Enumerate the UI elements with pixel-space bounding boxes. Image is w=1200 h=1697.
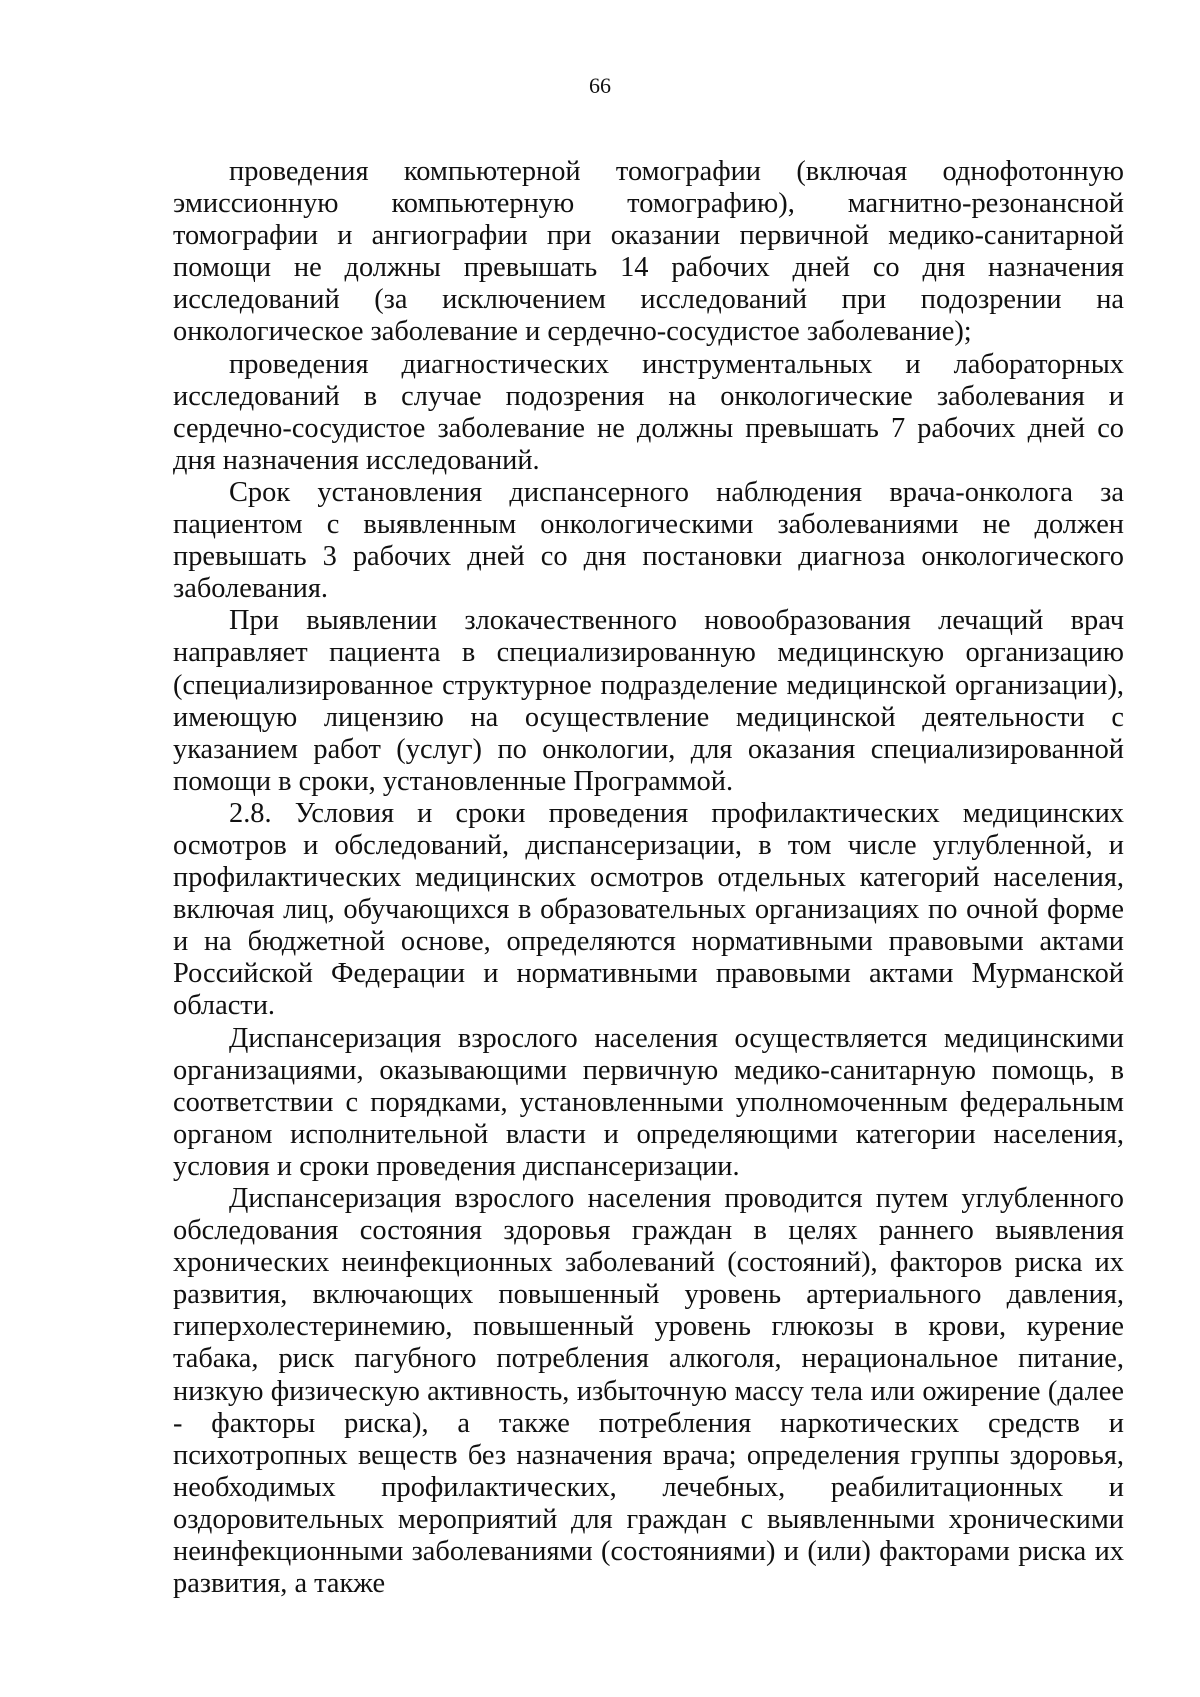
paragraph-section-2-8: 2.8. Условия и сроки проведения профилактических медицинских осмотров и обследований, диспансеризации, в том числе углубленной, и профилактических медицинских осмотров отдельных категорий населения, включая лиц, обучающихся в образовательных организациях по очной форме и на бюджетной основе, определяются нормативными правовыми актами Российской Федерации и нормативными правовыми актами Мурманской области. — [173, 797, 1124, 1022]
paragraph-oncologist-observation: Срок установления диспансерного наблюдения врача-онколога за пациентом с выявленным онкологическими заболеваниями не должен превышать 3 рабочих дней со дня постановки диагноза онкологического заболевания. — [173, 476, 1124, 605]
paragraph-malignancy-referral: При выявлении злокачественного новообразования лечащий врач направляет пациента в специализированную медицинскую организацию (специализированное структурное подразделение медицинской организации), имеющую лицензию на осуществление медицинской деятельности с указанием работ (услуг) по онкологии, для оказания специализированной помощи в сроки, установленные Программой. — [173, 605, 1124, 797]
body-text — [173, 156, 1124, 1600]
paragraph-dispensarization-purpose: Диспансеризация взрослого населения проводится путем углубленного обследования состояния здоровья граждан в целях раннего выявления хронических неинфекционных заболеваний (состояний), факторов риска их развития, включающих повышенный уровень артериального давления, гиперхолестеринемию, повышенный уровень глюкозы в крови, курение табака, риск пагубного потребления алкоголя, нерациональное питание, низкую физическую активность, избыточную массу тела или ожирение (далее - факторы риска), а также потребления наркотических средств и психотропных веществ без назначения врача; определения группы здоровья, необходимых профилактических, лечебных, реабилитационных и оздоровительных мероприятий для граждан с выявленными хроническими неинфекционными заболеваниями (состояниями) и (или) факторами риска их развития, а также — [173, 1183, 1124, 1600]
paragraph-ct-mri-terms: проведения компьютерной томографии (включая однофотонную эмиссионную компьютерную томографию), магнитно-резонансной томографии и ангиографии при оказании первичной медико-санитарной помощи не должны превышать 14 рабочих дней со дня назначения исследований (за исключением исследований при подозрении на онкологическое заболевание и сердечно-сосудистое заболевание); — [173, 156, 1124, 348]
page-number: 66 — [589, 73, 611, 98]
paragraph-adult-dispensarization: Диспансеризация взрослого населения осуществляется медицинскими организациями, оказывающими первичную медико-санитарную помощь, в соответствии с порядками, установленными уполномоченным федеральным органом исполнительной власти и определяющими категории населения, условия и сроки проведения диспансеризации. — [173, 1022, 1124, 1182]
paragraph-diagnostic-terms: проведения диагностических инструментальных и лабораторных исследований в случае подозрения на онкологические заболевания и сердечно-сосудистое заболевание не должны превышать 7 рабочих дней со дня назначения исследований. — [173, 348, 1124, 476]
